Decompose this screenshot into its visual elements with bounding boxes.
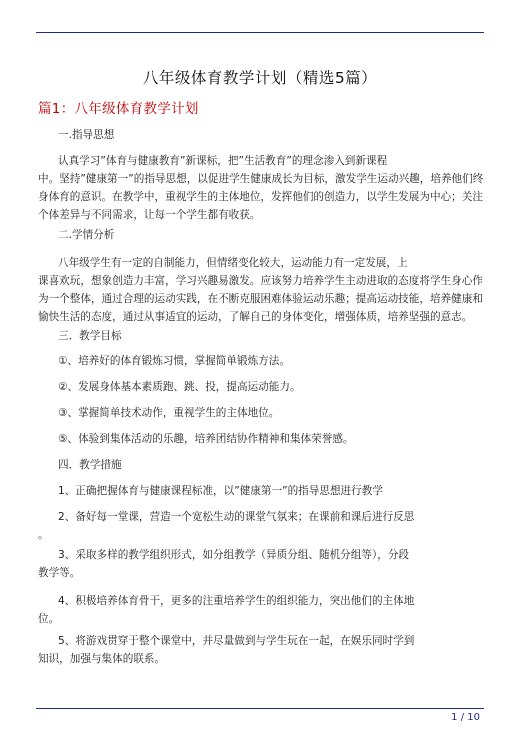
goal-item-1: ①、培养好的体育锻炼习惯，掌握简单锻炼方法。 (58, 355, 290, 367)
paragraph-student-analysis (38, 254, 484, 326)
measure-item-3 (38, 546, 484, 582)
paragraph-line: 八年级学生有一定的自制能力，但情绪变化较大，运动能力有一定发展，上 (58, 257, 408, 269)
page-number: 1 / 10 (451, 712, 480, 723)
measure-line: 4、积极培养体育骨干，更多的注重培养学生的组织能力，突出他们的主体地 (58, 595, 415, 607)
paragraph-body: 课喜欢玩，想象创造力丰富，学习兴趣易激发。应该努力培养学生主动进取的态度将学生身心作为一个整体，通过合理的运动实践，在不断克服困难体验运动乐趣；提高运动技能，培养健康和愉快生活的态度，通过从事适宜的运动，了解自己的身体变化，增强体质，培养坚强的意志。 (38, 275, 483, 323)
section-heading-4: 四．教学措施 (58, 459, 122, 471)
chapter-heading: 篇1：八年级体育教学计划 (38, 101, 199, 117)
section-heading-2: 二.学情分析 (58, 229, 115, 241)
measure-item-4 (38, 592, 484, 628)
measure-item-5 (38, 632, 484, 668)
paragraph-body: 中。坚持”健康第一”的指导思想，以促进学生健康成长为目标，激发学生运动兴趣，培养他们终身体育的意识。在教学中，重视学生的主体地位，发挥他们的创造力，以学生发展为中心；关注个体差异与不同需求，让每一个学生都有收获。 (38, 173, 484, 221)
footer-rule (36, 708, 484, 709)
measure-line: 位。 (38, 613, 60, 625)
measure-line: 3、采取多样的教学组织形式，如分组教学（异质分组、随机分组等），分段 (58, 549, 410, 561)
measure-line: 知识，加强与集体的联系。 (38, 653, 166, 665)
measure-item-2 (38, 508, 484, 544)
paragraph-guiding-thought (38, 152, 484, 224)
goal-item-3: ③、掌握简单技术动作，重视学生的主体地位。 (58, 407, 280, 419)
measure-line: 5、将游戏贯穿于整个课堂中，并尽量做到与学生玩在一起，在娱乐同时学到 (58, 635, 415, 647)
goal-item-2: ②、发展身体基本素质跑、跳、投，提高运动能力。 (58, 381, 301, 393)
section-heading-1: 一.指导思想 (58, 129, 115, 141)
measure-item-1: 1、正确把握体育与健康课程标准，以”健康第一”的指导思想进行教学 (58, 485, 383, 497)
paragraph-line: 认真学习”体育与健康教育”新课标，把”生活教育”的理念渗入到新课程 (58, 155, 388, 167)
measure-line: 2、备好每一堂课，营造一个宽松生动的课堂气氛来；在课前和课后进行反思 (58, 511, 415, 523)
measure-line: 。 (38, 529, 49, 541)
section-heading-3: 三．教学目标 (58, 330, 122, 342)
measure-line: 教学等。 (38, 567, 81, 579)
document-title: 八年级体育教学计划（精选5篇） (142, 69, 378, 87)
header-rule (36, 32, 484, 33)
goal-item-4: ⑤、体验到集体活动的乐趣，培养团结协作精神和集体荣誉感。 (58, 433, 354, 445)
